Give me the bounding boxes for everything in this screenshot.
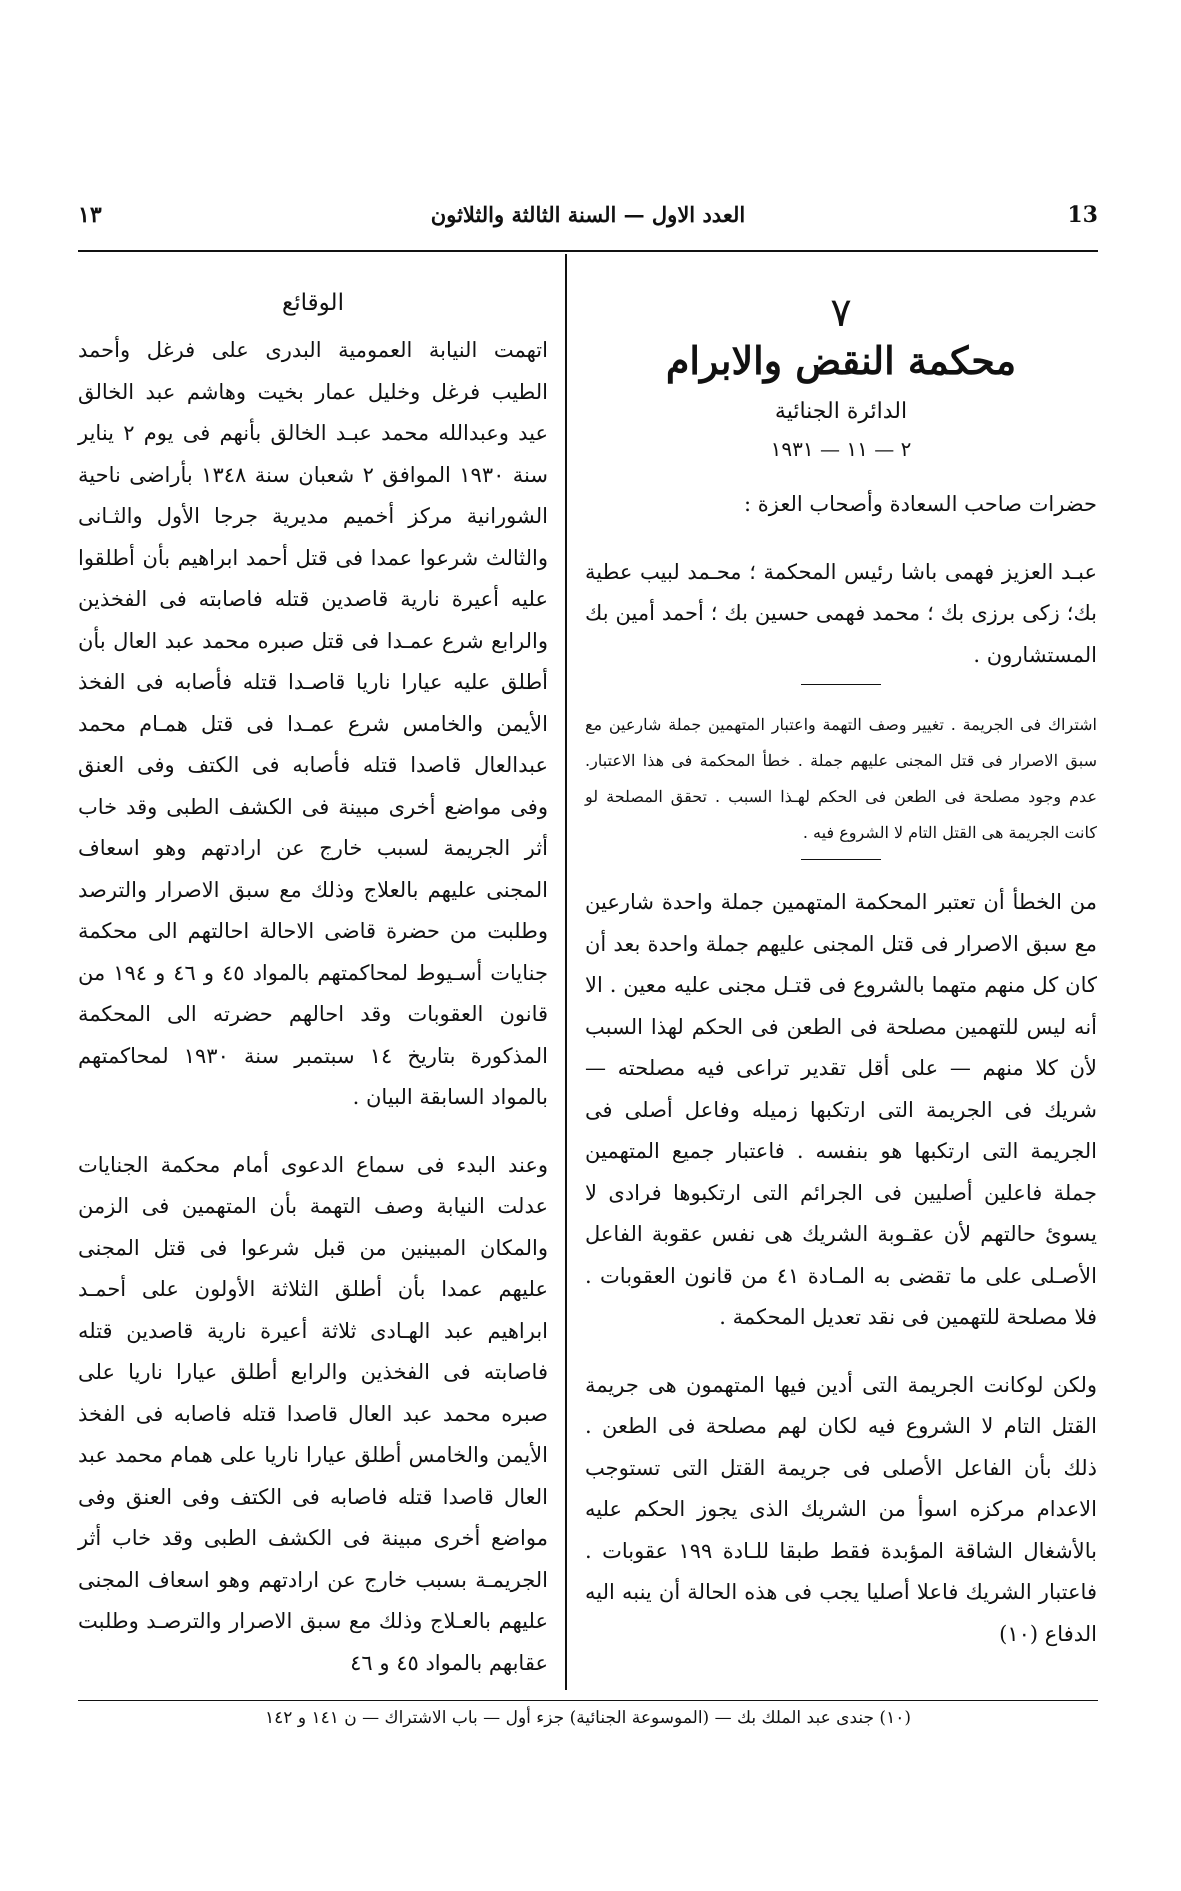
footnote-rule: [78, 1700, 1098, 1701]
left-column: [78, 290, 548, 1684]
page-header: [78, 202, 1098, 242]
section-rule: [801, 859, 881, 860]
facts-paragraph: اتهمت النيابة العمومية البدرى على فرغل وأحمد الطيب فرغل وخليل عمار بخيت وهاشم عبد الخالق عيد وعبدالله محمد عبـد الخالق بأنهم فى يوم ٢ يناير سنة ١٩٣٠ الموافق ٢ شعبان سنة ١٣٤٨ بأراضى ناحية الشورانية مركز أخميم مديرية جرجا الأول والثـانى والثالث شرعوا عمدا فى قتل أحمد ابراهيم بأن أطلقوا عليه أعيرة نارية قاصدين قتله فاصابته فى الفخذين والرابع شرع عمـدا فى قتل صبره محمد عبد العال بأن أطلق عليه عيارا ناريا قاصـدا قتله فأصابه فى الفخذ الأيمن والخامس شرع عمـدا فى قتل همـام محمد عبدالعال قاصدا قتله فأصابه فى الكتف وفى العنق وفى مواضع أخرى مبينة فى الكشف الطبى وقد خاب أثر الجريمة لسبب خارج عن ارادتهم وهو اسعاف المجنى عليهم بالعلاج وذلك مع سبق الاصرار والترصد وطلبت من حضرة قاضى الاحالة احالتهم الى محكمة جنايات أسـيوط لمحاكمتهم بالمواد ٤٥ و ٤٦ و ١٩٤ من قانون العقوبات وقد احالهم حضرته الى المحكمة المذكورة بتاريخ ١٤ سبتمبر سنة ١٩٣٠ لمحاكمتهم بالمواد السابقة البيان .: [78, 338, 549, 1109]
judges-list: عبـد العزيز فهمى باشا رئيس المحكمة ؛ محـمد لبيب عطية بك؛ زكى برزى بك ؛ محمد فهمى حسين بك ؛ أحمد أمين بك المستشارون .: [585, 559, 1097, 667]
column-divider: [565, 254, 567, 1690]
facts-title: الوقائع: [282, 290, 344, 316]
page-number-latin: 13: [1067, 202, 1098, 228]
ruling-paragraph: ولكن لوكانت الجريمة التى أدين فيها المتهمون هى جريمة القتل التام لا الشروع فيه لكان لهم مصلحة فى الطعن . ذلك بأن الفاعل الأصلى فى جريمة القتل التى تستوجب الاعدام مركزه اسوأ من الشريك الذى يجوز الحكم عليه بالأشغال الشاقة المؤبدة فقط طبقا للـادة ١٩٩ عقوبات . فاعتبار الشريك فاعلا أصليا يجب فى هذه الحالة أن ينبه اليه الدفاع (١٠): [585, 1372, 1097, 1646]
section-rule: [801, 684, 881, 685]
spacer: [78, 1119, 548, 1145]
right-column: [585, 290, 1097, 1655]
circuit-name: الدائرة الجنائية: [774, 399, 908, 424]
footnote: (١٠) جندى عبد الملك بك — (الموسوعة الجنائية) جزء أول — باب الاشتراك — ن ١٤١ و ١٤٢: [265, 1708, 911, 1728]
spacer: [585, 526, 1097, 552]
header-rule: [78, 250, 1098, 252]
case-summary: اشتراك فى الجريمة . تغيير وصف التهمة واعتبار المتهمين جملة شارعين مع سبق الاصرار فى قتل المجنى عليهم جملة . خطأ المحكمة فى هذا الاعتبار. عدم وجود مصلحة فى الطعن فى الحكم لهـذا السبب . تحقق المصلحة لو كانت الجريمة هى القتل التام لا الشروع فيه .: [585, 715, 1097, 842]
court-name: محكمة النقض والابرام: [665, 338, 1017, 383]
ruling-paragraph: من الخطأ أن تعتبر المحكمة المتهمين جملة واحدة شارعين مع سبق الاصرار فى قتل المجنى عليهم جملة واحدة بعد أن كان كل منهم متهما بالشروع فى قتـل مجنى عليه معين . الا أنه ليس للتهمين مصلحة فى الطعن فى الحكم لهذا السبب لأن كلا منهم — على أقل تقدير تراعى فيه مصلحته — شريك فى الجريمة التى ارتكبها زميله وفاعل أصلى فى الجريمة التى ارتكبها هو بنفسه . فاعتبار جميع المتهمين جملة فاعلين أصليين فى الجرائم التى ارتكبوها فرادى لا يسوئ حالتهم لأن عقـوبة الشريك هى نفس عقوبة الفاعل الأصـلى على ما تقضى به المـادة ٤١ من قانون العقوبات . فلا مصلحة للتهمين فى نقد تعديل المحكمة .: [585, 890, 1097, 1329]
issue-title: العدد الاول — السنة الثالثة والثلاثون: [430, 202, 746, 227]
ruling-date: ٢ — ١١ — ١٩٣١: [770, 437, 912, 461]
spacer: [585, 1339, 1097, 1365]
page-number-arabic: ١٣: [78, 202, 102, 228]
facts-paragraph: وعند البدء فى سماع الدعوى أمام محكمة الجنايات عدلت النيابة وصف التهمة بأن المتهمين فى الزمن والمكان المبينين من قبل شرعوا فى قتل المجنى عليهم عمدا بأن أطلق الثلاثة الأولون على أحمـد ابراهيم عبد الهـادى ثلاثة أعيرة نارية قاصدين قتله فاصابته فى الفخذين والرابع أطلق عيارا ناريا على صبره محمد عبد العال قاصدا قتله فاصابه فى الفخذ الأيمن والخامس أطلق عيارا ناريا على همام محمد عبد العال قاصدا قتله فاصابه فى الكتف وفى العنق وفى مواضع أخرى مبينة فى الكشف الطبى وقد خاب أثر الجريمـة بسبب خارج عن ارادتهم وهو اسعاف المجنى عليهم بالعـلاج وذلك مع سبق الاصرار والترصـد وطلبت عقابهم بالمواد ٤٥ و ٤٦: [78, 1152, 548, 1675]
case-number: ٧: [830, 290, 852, 336]
presence-intro: حضرات صاحب السعادة وأصحاب العزة :: [743, 492, 1097, 516]
